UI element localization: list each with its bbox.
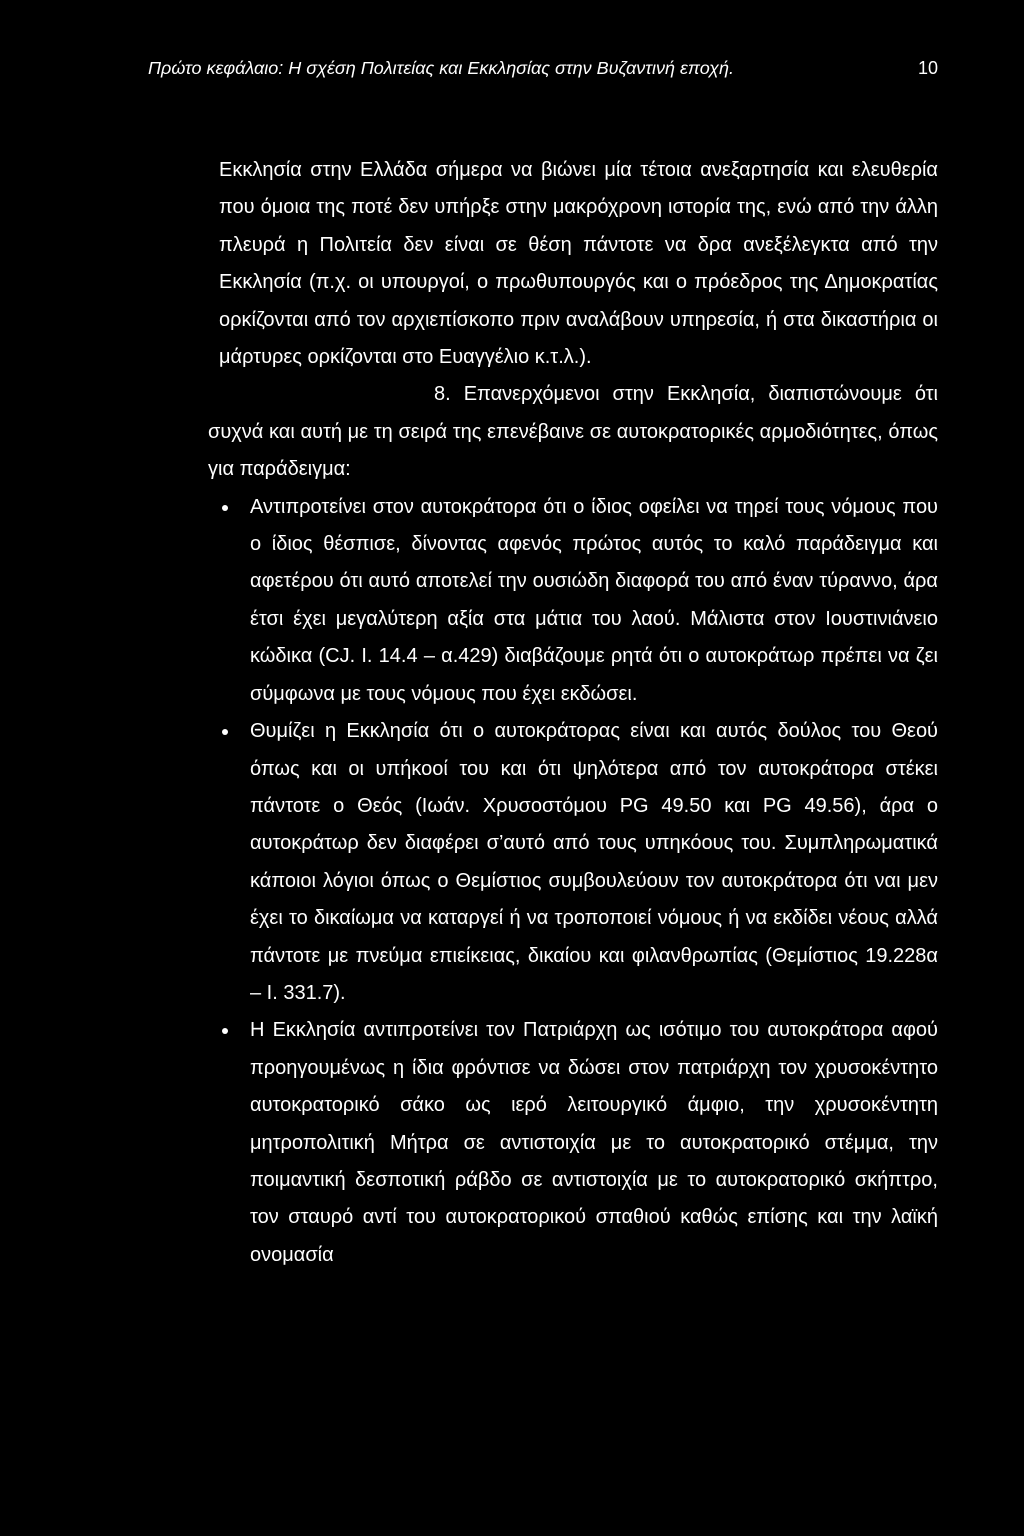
continued-paragraph: Εκκλησία στην Ελλάδα σήμερα να βιώνει μία τέτοια ανεξαρτησία και ελευθερία που όμοια της ποτέ δεν υπήρξε στην μακρόχρονη ιστορία της, ενώ από την άλλη πλευρά η Πολιτεία δεν είναι σε θέση πάντοτε να δρα ανεξέλεγκτα από την Εκκλησία (π.χ. οι υπουργοί, ο πρωθυπουργός και ο πρόεδρος της Δημοκρατίας ορκίζονται από τον αρχιεπίσκοπο πριν αναλάβουν υπηρεσία, ή στα δικαστήρια οι μάρτυρες ορκίζονται στο Ευαγγέλιο κ.τ.λ.).	[219, 159, 938, 369]
running-header	[148, 58, 938, 86]
paragraph-text: Επανερχόμενοι στην Εκκλησία, διαπιστώνουμε ότι συχνά και αυτή με τη σειρά της επενέβαινε σε αυτοκρατορικές αρμοδιότητες, όπως για παράδειγμα:	[208, 383, 938, 481]
page-number: 10	[917, 58, 938, 78]
bullet-item-1: Αντιπροτείνει στον αυτοκράτορα ότι ο ίδιος οφείλει να τηρεί τους νόμους που ο ίδιος θέσπισε, δίνοντας αφενός πρώτος αυτός το καλό παράδειγμα και αφετέρου ότι αυτό αποτελεί την ουσιώδη διαφορά του από έναν τύραννο, άρα έτσι έχει μεγαλύτερη αξία στα μάτια του λαού. Μάλιστα στον Ιουστινιάνειο κώδικα (CJ. I. 14.4 – α.429) διαβάζουμε ρητά ότι ο αυτοκράτωρ πρέπει να ζει σύμφωνα με τους νόμους που έχει εκδώσει.	[216, 489, 938, 713]
bullet-item-3: Η Εκκλησία αντιπροτείνει τον Πατριάρχη ως ισότιμο του αυτοκράτορα αφού προηγουμένως η ίδια φρόντισε να δώσει στον πατριάρχη τον χρυσοκέντητο αυτοκρατορικό σάκο ως ιερό λειτουργικό άμφιο, την χρυσοκέντητη μητροπολιτική Μήτρα σε αντιστοιχία με το αυτοκρατορικό στέμμα, την ποιμαντική δεσποτική ράβδο σε αντιστοιχία με το αυτοκρατορικό σκήπτρο, τον σταυρό αντί του αυτοκρατορικού σπαθιού καθώς επίσης και την λαϊκή ονομασία	[216, 1012, 938, 1274]
numbered-paragraph-8	[208, 376, 938, 488]
paragraph-number: 8.	[434, 383, 451, 406]
page-body	[208, 152, 938, 1274]
bullet-item-2: Θυμίζει η Εκκλησία ότι ο αυτοκράτορας είναι και αυτός δούλος του Θεού όπως και οι υπήκοοί του και ότι ψηλότερα από τον αυτοκράτορα στέκει πάντοτε ο Θεός (Ιωάν. Χρυσοστόμου PG 49.50 και PG 49.56), άρα ο αυτοκράτωρ δεν διαφέρει σ’αυτό από τους υπηκόους του. Συμπληρωματικά κάποιοι λόγιοι όπως ο Θεμίστιος συμβουλεύουν τον αυτοκράτορα ότι ναι μεν έχει το δικαίωμα να καταργεί ή να τροποποιεί νόμους ή να εκδίδει νέους αλλά πάντοτε με πνεύμα επιείκειας, δικαίου και φιλανθρωπίας (Θεμίστιος 19.228α – I. 331.7).	[216, 713, 938, 1012]
chapter-title: Πρώτο κεφάλαιο: Η σχέση Πολιτείας και Εκκλησίας στην Βυζαντινή εποχή.	[148, 58, 735, 78]
bullet-list	[216, 489, 938, 1275]
